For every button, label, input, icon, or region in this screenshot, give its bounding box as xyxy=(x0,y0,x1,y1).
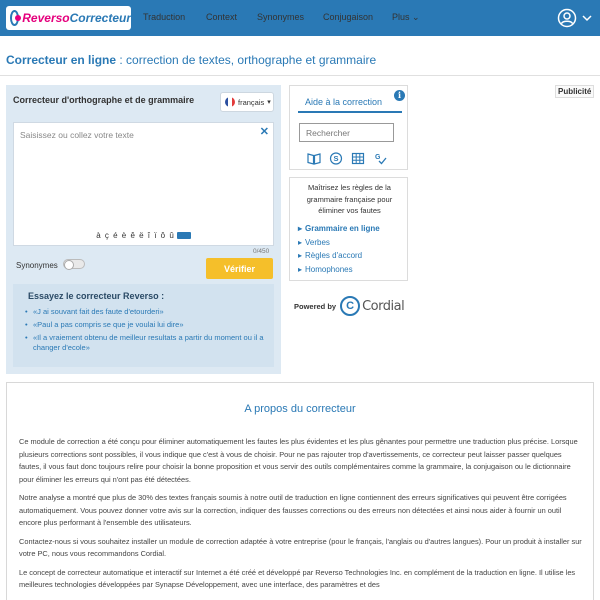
text-input-placeholder: Saisissez ou collez votre texte xyxy=(20,130,134,140)
keyboard-icon[interactable] xyxy=(177,232,191,239)
checker-panel xyxy=(6,85,281,374)
accent-characters[interactable]: à ç é è ê ë î ï ô û xyxy=(96,231,175,240)
language-select[interactable] xyxy=(220,92,274,112)
cordial-logo-icon: C xyxy=(340,296,360,316)
page-title-bold: Correcteur en ligne xyxy=(6,53,117,67)
nav-plus-label: Plus xyxy=(392,12,410,22)
logo-text-correcteur: Correcteur xyxy=(69,11,131,25)
about-section xyxy=(6,382,594,600)
nav-traduction[interactable]: Traduction xyxy=(143,12,186,22)
help-search-input[interactable] xyxy=(299,123,394,142)
help-title-underline xyxy=(298,111,402,113)
spellcheck-icon[interactable] xyxy=(373,152,387,165)
svg-text:S: S xyxy=(333,154,339,164)
language-label: français xyxy=(238,97,265,107)
about-paragraph: Ce module de correction a été conçu pour éliminer automatiquement les fautes les plus évidentes et les plus gênantes pour permettre une traduction plus précise. Lorsque plusieurs corrections sont possibles, il vous indique que c'est à vous de choisir. Pour ne pas rajouter trop d'avertissements, ce correcteur peut laisser passer quelques fautes, il vous faut donc toujours relire pour choisir la bonne proposition et vous servir des outils complémentaires comme la grammaire, la conjugaison ou le dictionnaire pour éliminer les erreurs qui n'ont pas été détectées. xyxy=(19,437,578,484)
reverso-logo[interactable] xyxy=(6,6,131,30)
about-text xyxy=(19,436,584,598)
rules-link-verbes[interactable]: ▸ Verbes xyxy=(298,236,380,250)
about-paragraph: Notre analyse a montré que plus de 30% des textes français soumis à notre outil de traduction en ligne contiennent des erreurs significatives qui peuvent être corrigées automatiquement. Vous pouvez donner votre avis sur la correction, indiquer des fausses corrections ou des erreurs non détectées et ainsi nous aider à fournir un outil encore plus performant à l'ensemble des utilisateurs. xyxy=(19,493,567,527)
powered-by-label: Powered by xyxy=(294,301,337,311)
ad-label: Publicité xyxy=(555,85,594,98)
account-chevron-down-icon[interactable] xyxy=(582,13,592,23)
rules-list xyxy=(298,222,380,276)
about-paragraph: Le concept de correcteur automatique et interactif sur Internet a été créé et développé par Reverso Technologies Inc. en complément de la traduction en ligne. Il utilise les meilleures technologies développées par Synapse Développement, avec une interface, des paramètres et des xyxy=(19,567,576,589)
dictionary-icon[interactable] xyxy=(307,152,321,165)
nav-plus[interactable] xyxy=(392,12,420,23)
about-title: A propos du correcteur xyxy=(244,403,356,415)
help-tools xyxy=(307,152,395,165)
accent-keyboard[interactable] xyxy=(14,231,273,240)
page-title-rest: : correction de textes, orthographe et grammaire xyxy=(116,53,377,67)
rules-intro: Maîtrisez les règles de la grammaire française pour éliminer vos fautes xyxy=(306,183,393,215)
logo-text-reverso: Reverso xyxy=(22,11,70,25)
synonyms-toggle[interactable] xyxy=(63,259,85,269)
synonyms-label: Synonymes xyxy=(16,261,58,270)
help-box xyxy=(289,85,408,170)
reverso-logo-icon xyxy=(10,10,19,26)
page-title xyxy=(6,53,376,67)
nav-context[interactable]: Context xyxy=(206,12,238,22)
help-title[interactable]: Aide à la correction xyxy=(305,97,383,107)
examples-title: Essayez le correcteur Reverso : xyxy=(28,291,165,301)
conjugation-icon[interactable] xyxy=(329,152,343,165)
example-sentence[interactable]: • «Il a vraiement obtenu de meilleur resultats a partir du moment ou il a changer d'ecole» xyxy=(23,333,268,353)
nav-synonymes[interactable]: Synonymes xyxy=(257,12,305,22)
caret-down-icon: ▾ xyxy=(267,99,271,106)
grammar-rules-box xyxy=(289,177,408,281)
verify-button[interactable]: Vérifier xyxy=(206,258,273,279)
cordial-logo[interactable] xyxy=(340,296,404,316)
examples-box xyxy=(13,284,274,367)
french-flag-icon xyxy=(225,97,235,107)
examples-list xyxy=(23,307,268,356)
nav-conjugaison[interactable]: Conjugaison xyxy=(323,12,374,22)
about-paragraph: Contactez-nous si vous souhaitez installer un module de correction adaptée à votre entreprise (pour le français, l'anglais ou d'autres langues). Pour un produit à installer sur votre PC, nous vous recommandons Cordial. xyxy=(19,536,582,558)
logo-text xyxy=(22,11,131,25)
example-sentence[interactable]: • «Paul a pas compris se que je voulai lui dire» xyxy=(23,320,268,330)
rules-link-grammaire[interactable]: ▸ Grammaire en ligne xyxy=(298,222,380,236)
powered-by xyxy=(294,296,404,316)
rules-link-homophones[interactable]: ▸ Homophones xyxy=(298,263,380,277)
header-divider xyxy=(0,75,600,76)
clear-text-icon[interactable]: ✕ xyxy=(259,126,269,138)
rules-link-accord[interactable]: ▸ Règles d'accord xyxy=(298,249,380,263)
top-navbar xyxy=(0,0,600,36)
user-circle-icon[interactable] xyxy=(557,8,577,28)
info-icon[interactable]: i xyxy=(394,90,405,101)
example-sentence[interactable]: • «J ai souvant fait des faute d'etourderi» xyxy=(23,307,268,317)
character-counter: 0/450 xyxy=(253,248,270,255)
svg-text:G: G xyxy=(375,154,381,161)
grammar-table-icon[interactable] xyxy=(351,152,365,165)
cordial-brand: Cordial xyxy=(362,298,405,314)
text-input-area[interactable] xyxy=(13,122,274,246)
checker-title: Correcteur d'orthographe et de grammaire xyxy=(13,95,195,105)
chevron-down-icon: ⌄ xyxy=(412,12,420,22)
